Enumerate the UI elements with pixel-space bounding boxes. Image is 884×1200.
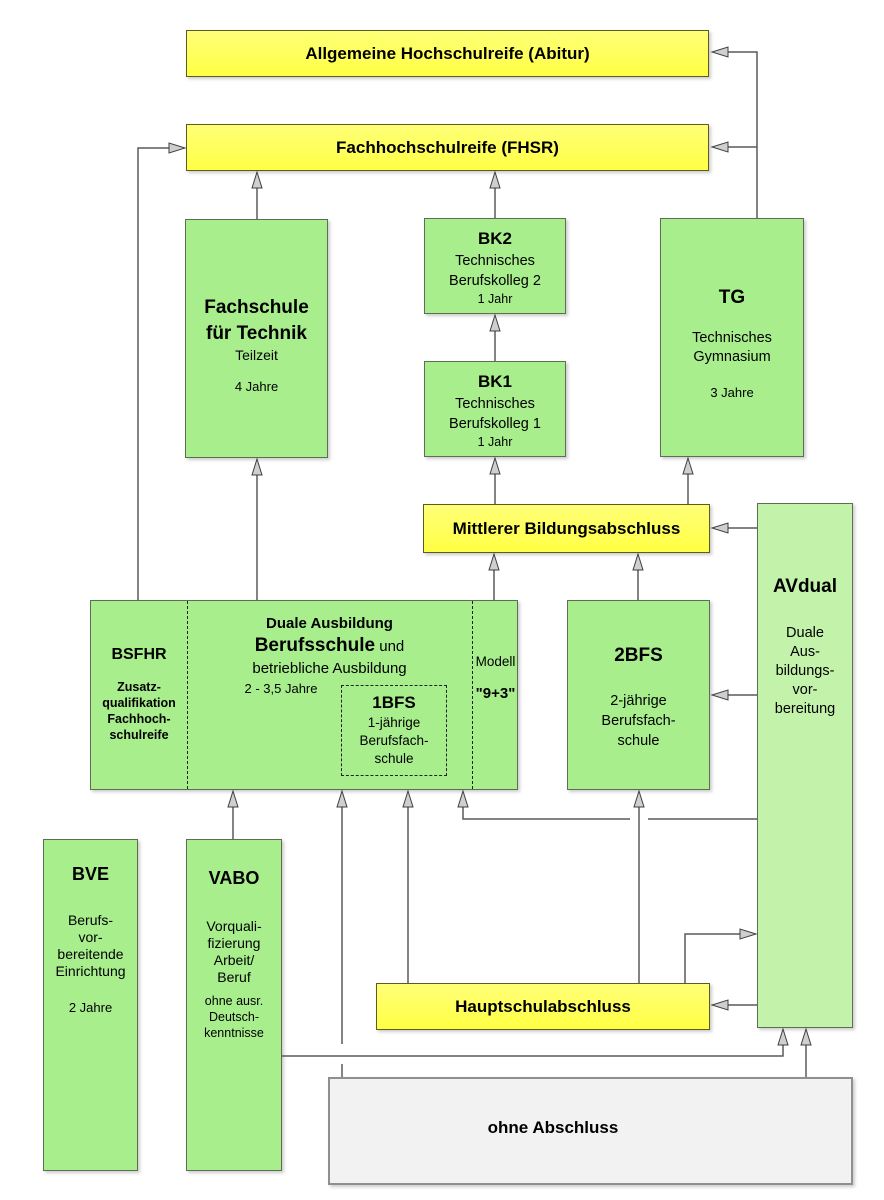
- node-ohne-abschluss: [328, 1077, 853, 1185]
- connector-2bfs-to-mittlerer: [633, 554, 643, 600]
- bfs2-line: 2-jährige: [610, 693, 667, 709]
- bfs2-line: Berufsfach-: [601, 713, 676, 729]
- avdual-line: Aus-: [790, 644, 820, 660]
- fachschule-subtitle: Teilzeit: [235, 347, 278, 363]
- bk2-title: BK2: [477, 229, 512, 248]
- section-modell: [472, 601, 519, 703]
- bk1-duration: 1 Jahr: [477, 435, 513, 449]
- connector-ohne-to-avdual: [801, 1029, 811, 1077]
- avdual-line: bereitung: [774, 701, 836, 717]
- duale-header: Duale Ausbildung: [266, 615, 393, 632]
- abitur-label: Allgemeine Hochschulreife (Abitur): [305, 43, 590, 63]
- node-duale-ausbildung: [90, 600, 518, 790]
- node-fachschule: [185, 219, 328, 458]
- bk1-line1: Technisches: [455, 396, 535, 412]
- bsfhr-title: BSFHR: [111, 646, 167, 663]
- connector-fachschule-to-fhsr: [252, 172, 262, 219]
- bfs2-line: schule: [617, 733, 660, 749]
- tg-line2: Gymnasium: [693, 349, 771, 365]
- modell-line2: "9+3": [475, 685, 516, 702]
- section-bsfhr: [91, 645, 187, 743]
- bve-line: vor-: [78, 929, 103, 945]
- vabo-note-line: ohne ausr.: [204, 994, 264, 1008]
- connector-mittlerer-to-tg: [683, 458, 693, 504]
- connector-vabo-to-duale: [228, 791, 238, 839]
- connector-tg-to-fhsr: [712, 142, 757, 152]
- bfs1-title: 1BFS: [372, 693, 416, 712]
- bve-duration: 2 Jahre: [68, 1000, 113, 1015]
- node-fhsr: [186, 124, 709, 171]
- bsfhr-line: qualifikation: [102, 696, 176, 710]
- connector-bk1-to-bk2: [490, 315, 500, 361]
- vabo-line: fizierung: [207, 935, 261, 951]
- connector-avdual-to-2bfs: [712, 690, 757, 700]
- duale-main-rest: und: [375, 638, 405, 655]
- section-duale-text: [187, 614, 472, 679]
- connector-duale-to-fachschule: [252, 459, 262, 600]
- connector-vabo-to-avdual: [282, 1029, 788, 1056]
- connector-haupt-to-avdual: [685, 929, 756, 983]
- bsfhr-line: schulreife: [109, 728, 169, 742]
- avdual-title: AVdual: [772, 576, 838, 597]
- bfs1-line: 1-jährige: [367, 715, 421, 730]
- connector-avdual-to-duale: [458, 791, 757, 819]
- duale-main-line: [187, 634, 472, 659]
- node-tg: [660, 218, 804, 457]
- vabo-title: VABO: [208, 868, 260, 888]
- connector-bsfhr-to-fhsr: [138, 143, 185, 600]
- bsfhr-line: Fachhoch-: [107, 712, 171, 726]
- tg-line1: Technisches: [692, 330, 772, 346]
- connector-avdual-to-haupt: [712, 1000, 757, 1010]
- bfs1-line: schule: [374, 751, 414, 766]
- vabo-note-line: Deutsch-: [208, 1010, 260, 1024]
- vabo-note-line: kenntnisse: [204, 1026, 264, 1040]
- bfs2-title: 2BFS: [614, 645, 663, 666]
- duale-main-bold: Berufsschule: [254, 635, 376, 656]
- bk1-title: BK1: [477, 372, 512, 391]
- node-hauptschulabschluss: [376, 983, 710, 1030]
- connector-ohne-to-duale: [337, 791, 347, 1077]
- connector-mittlerer-to-bk1: [490, 458, 500, 504]
- ohne-label: ohne Abschluss: [487, 1118, 619, 1137]
- node-bve: [43, 839, 138, 1171]
- bsfhr-line: Zusatz-: [117, 680, 161, 694]
- vabo-line: Vorquali-: [206, 918, 262, 934]
- node-bk1: [424, 361, 566, 457]
- node-bk2: [424, 218, 566, 314]
- tg-duration: 3 Jahre: [710, 385, 754, 400]
- duale-duration: 2 - 3,5 Jahre: [244, 681, 318, 696]
- bve-line: Berufs-: [67, 912, 114, 928]
- fachschule-title-line2: für Technik: [206, 323, 307, 344]
- node-2bfs: [567, 600, 710, 790]
- bk2-duration: 1 Jahr: [477, 292, 513, 306]
- avdual-line: Duale: [786, 625, 824, 641]
- mittlerer-label: Mittlerer Bildungsabschluss: [452, 518, 681, 538]
- connector-bk2-to-fhsr: [490, 172, 500, 218]
- node-1bfs: [341, 685, 447, 776]
- node-abitur: [186, 30, 709, 77]
- avdual-line: vor-: [792, 682, 818, 698]
- connector-duale-to-mittlerer: [489, 554, 499, 600]
- bk2-line1: Technisches: [455, 253, 535, 269]
- bk2-line2: Berufskolleg 2: [449, 273, 541, 289]
- bve-line: Einrichtung: [55, 963, 126, 979]
- connector-haupt-to-2bfs: [634, 791, 644, 983]
- bve-title: BVE: [71, 864, 109, 884]
- fachschule-title-line1: Fachschule: [204, 297, 309, 318]
- connector-avdual-to-mittlerer: [712, 523, 757, 533]
- bfs1-line: Berufsfach-: [359, 733, 429, 748]
- bve-line: bereitende: [57, 946, 124, 962]
- modell-line1: Modell: [475, 654, 516, 669]
- haupt-label: Hauptschulabschluss: [455, 996, 631, 1016]
- node-avdual: [757, 503, 853, 1028]
- bk1-line2: Berufskolleg 1: [449, 416, 541, 432]
- node-vabo: [186, 839, 282, 1171]
- fachschule-duration: 4 Jahre: [234, 379, 279, 394]
- node-mittlerer-bildungsabschluss: [423, 504, 710, 553]
- avdual-line: bildungs-: [775, 663, 835, 679]
- tg-title: TG: [718, 287, 746, 308]
- connector-haupt-to-duale: [403, 791, 413, 983]
- duale-line3: betriebliche Ausbildung: [252, 660, 407, 677]
- vabo-line: Beruf: [217, 969, 251, 985]
- connector-tg-to-abitur: [712, 47, 757, 218]
- vabo-line: Arbeit/: [213, 952, 255, 968]
- fhsr-label: Fachhochschulreife (FHSR): [336, 137, 559, 157]
